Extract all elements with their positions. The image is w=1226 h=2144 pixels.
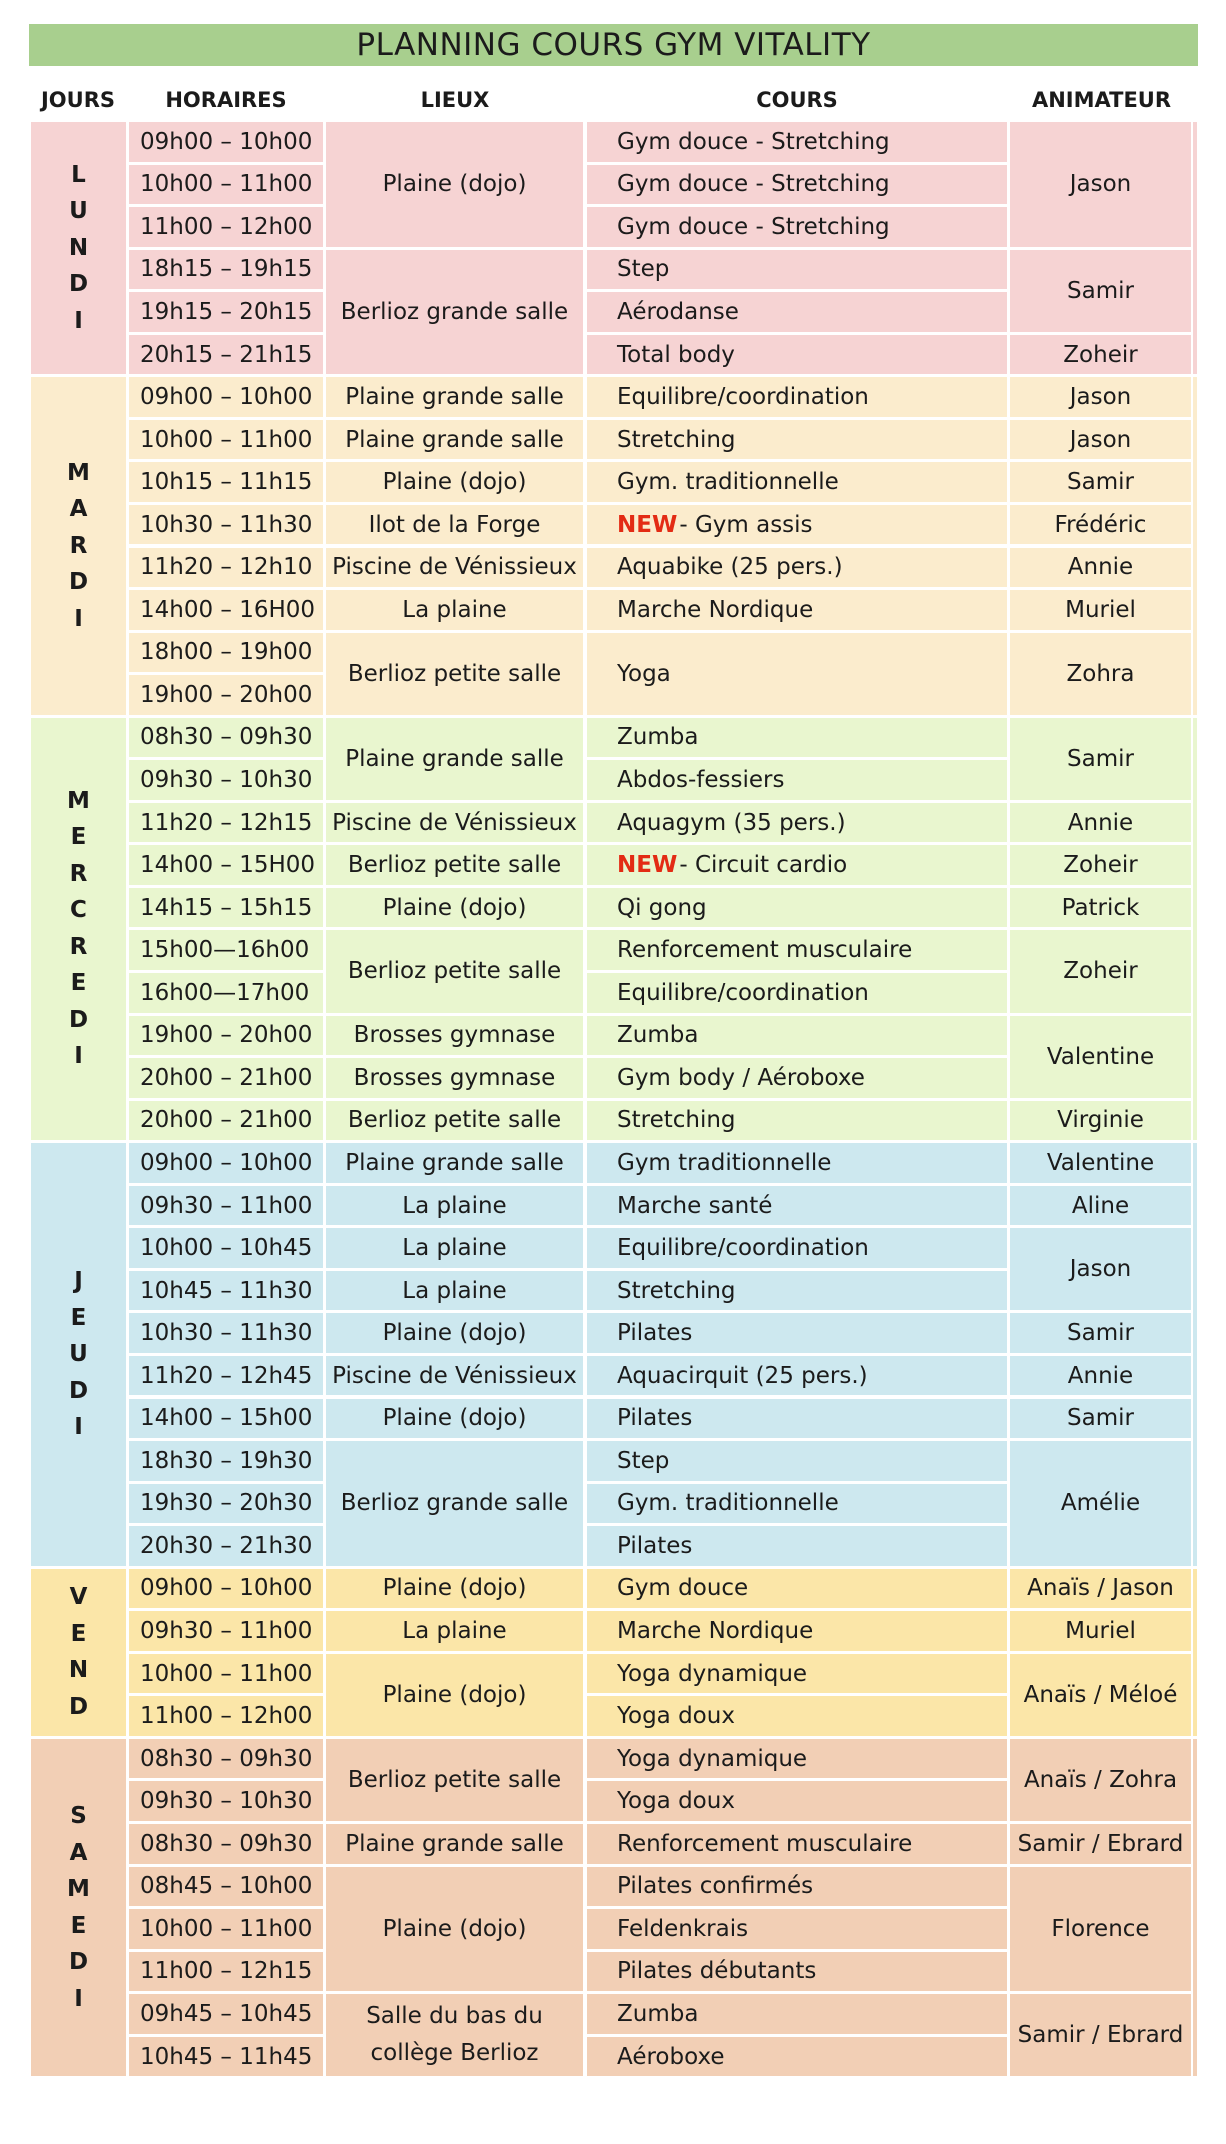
row-edge: [1193, 1143, 1197, 1566]
course-cell: [587, 377, 1007, 417]
animator-cell: [1010, 1824, 1191, 1864]
time-cell: 19h00 – 20h00: [129, 1016, 323, 1056]
time-cell: 20h00 – 21h00: [129, 1101, 323, 1141]
animator-cell: [1010, 1186, 1191, 1226]
animator-name: Samir / Ebrard: [1017, 1830, 1184, 1857]
animator-name: Florence: [1051, 1915, 1150, 1942]
course-cell: [587, 1994, 1007, 2034]
course-cell: [587, 845, 1007, 885]
course-name: Pilates: [617, 1405, 693, 1432]
course-cell: [587, 122, 1007, 162]
animator-name: Patrick: [1061, 894, 1140, 921]
place-cell: [326, 420, 583, 460]
animator-cell: [1010, 1654, 1191, 1736]
course-name: Marche Nordique: [617, 596, 814, 623]
course-name: Stretching: [617, 1277, 736, 1304]
place-name: Brosses gymnase: [353, 1064, 556, 1091]
course-cell: [587, 462, 1007, 502]
place-name: Plaine (dojo): [382, 171, 527, 198]
time-cell: 10h15 – 11h15: [129, 462, 323, 502]
course-name: Qi gong: [617, 894, 707, 921]
course-cell: [587, 1484, 1007, 1524]
animator-cell: [1010, 250, 1191, 332]
course-cell: [587, 335, 1007, 375]
animator-name: Annie: [1067, 1362, 1134, 1389]
animator-cell: [1010, 1399, 1191, 1439]
animator-name: Samir: [1067, 1320, 1134, 1347]
time-cell: 10h00 – 10h45: [129, 1228, 323, 1268]
time-cell: 09h00 – 10h00: [129, 1569, 323, 1609]
time-cell: 11h20 – 12h45: [129, 1356, 323, 1396]
course-name: Pilates: [617, 1320, 693, 1347]
place-name: La plaine: [402, 1277, 507, 1304]
animator-cell: [1010, 1313, 1191, 1353]
course-name: Stretching: [617, 426, 736, 453]
place-cell: [326, 845, 583, 885]
course-name: Gym body / Aéroboxe: [617, 1064, 865, 1091]
row-edge: [1193, 1739, 1197, 2076]
day-label-mardi: [31, 377, 126, 714]
row-edge: [1193, 718, 1197, 1141]
place-name: Plaine (dojo): [382, 469, 527, 496]
place-name: Piscine de Vénissieux: [332, 1362, 577, 1389]
time-cell: 18h15 – 19h15: [129, 250, 323, 290]
animator-name: Zoheir: [1063, 958, 1138, 985]
course-name: Equilibre/coordination: [617, 1235, 869, 1262]
time-cell: 10h00 – 11h00: [129, 420, 323, 460]
place-name: La plaine: [402, 1618, 507, 1645]
place-name: La plaine: [402, 1235, 507, 1262]
time-cell: 09h30 – 11h00: [129, 1186, 323, 1226]
course-name: Yoga doux: [617, 1788, 735, 1815]
animator-cell: [1010, 1441, 1191, 1566]
animator-name: Samir: [1067, 469, 1134, 496]
place-name: Berlioz petite salle: [347, 660, 562, 687]
time-cell: 10h30 – 11h30: [129, 505, 323, 545]
animator-name: Muriel: [1065, 596, 1136, 623]
animator-name: Virginie: [1057, 1107, 1144, 1134]
place-cell: [326, 1994, 583, 2076]
header-animateur: ANIMATEUR: [1031, 88, 1172, 112]
course-cell: [587, 165, 1007, 205]
animator-cell: [1010, 335, 1191, 375]
time-cell: 08h30 – 09h30: [129, 1739, 323, 1779]
course-name: Gym traditionnelle: [617, 1149, 832, 1176]
time-cell: 08h30 – 09h30: [129, 718, 323, 758]
place-cell: [326, 633, 583, 715]
place-cell: [326, 1101, 583, 1141]
course-cell: [587, 292, 1007, 332]
course-name: Pilates débutants: [617, 1958, 817, 1985]
animator-cell: [1010, 420, 1191, 460]
time-cell: 09h00 – 10h00: [129, 122, 323, 162]
place-cell: [326, 1824, 583, 1864]
time-cell: 18h30 – 19h30: [129, 1441, 323, 1481]
course-name: Stretching: [617, 1107, 736, 1134]
day-label-samedi: [31, 1739, 126, 2076]
course-cell: [587, 420, 1007, 460]
course-name: Gym douce: [617, 1575, 749, 1602]
course-cell: [587, 1696, 1007, 1736]
course-cell: [587, 1824, 1007, 1864]
animator-name: Annie: [1067, 809, 1134, 836]
course-cell: [587, 803, 1007, 843]
animator-cell: [1010, 845, 1191, 885]
place-cell: [326, 1016, 583, 1056]
course-name: Feldenkrais: [617, 1915, 749, 1942]
animator-cell: [1010, 505, 1191, 545]
course-name: Gym. traditionnelle: [617, 469, 839, 496]
animator-cell: [1010, 803, 1191, 843]
course-cell: [587, 505, 1007, 545]
course-name: - Gym assis: [679, 511, 813, 538]
place-cell: [326, 1143, 583, 1183]
course-cell: [587, 2037, 1007, 2077]
animator-cell: [1010, 888, 1191, 928]
time-cell: 10h30 – 11h30: [129, 1313, 323, 1353]
day-label-vend: [31, 1569, 126, 1736]
place-name: Berlioz petite salle: [347, 1107, 562, 1134]
course-name: Equilibre/coordination: [617, 384, 869, 411]
course-name: Marche Nordique: [617, 1618, 814, 1645]
place-name: Plaine (dojo): [382, 1915, 527, 1942]
course-cell: [587, 1739, 1007, 1779]
course-cell: [587, 590, 1007, 630]
place-cell: [326, 505, 583, 545]
place-cell: [326, 377, 583, 417]
animator-cell: [1010, 1356, 1191, 1396]
time-cell: 10h00 – 11h00: [129, 1654, 323, 1694]
animator-cell: [1010, 718, 1191, 800]
course-cell: [587, 1781, 1007, 1821]
course-cell: [587, 1526, 1007, 1566]
row-edge: [1193, 122, 1197, 374]
time-cell: 11h00 – 12h15: [129, 1952, 323, 1992]
time-cell: 20h00 – 21h00: [129, 1058, 323, 1098]
course-name: Equilibre/coordination: [617, 979, 869, 1006]
course-name: Renforcement musculaire: [617, 1830, 913, 1857]
time-cell: 10h00 – 11h00: [129, 165, 323, 205]
animator-name: Samir: [1067, 1405, 1134, 1432]
place-cell: [326, 590, 583, 630]
time-cell: 19h30 – 20h30: [129, 1484, 323, 1524]
animator-name: Amélie: [1060, 1490, 1141, 1517]
course-cell: [587, 1441, 1007, 1481]
time-cell: 14h00 – 15h00: [129, 1399, 323, 1439]
course-cell: [587, 760, 1007, 800]
time-cell: 20h30 – 21h30: [129, 1526, 323, 1566]
place-name: Piscine de Vénissieux: [332, 809, 577, 836]
course-cell: [587, 1016, 1007, 1056]
place-name: Ilot de la Forge: [368, 511, 541, 538]
course-cell: [587, 973, 1007, 1013]
place-name: Berlioz grande salle: [340, 298, 569, 325]
course-name: Aéroboxe: [617, 2043, 725, 2070]
course-name: Zumba: [617, 724, 699, 751]
course-name: Yoga dynamique: [617, 1745, 808, 1772]
place-name: La plaine: [402, 1192, 507, 1219]
animator-name: Zohra: [1066, 660, 1135, 687]
animator-name: Muriel: [1065, 1618, 1136, 1645]
place-cell: [326, 1399, 583, 1439]
header-cours: COURS: [756, 88, 838, 112]
place-cell: [326, 1228, 583, 1268]
place-cell: [326, 1654, 583, 1736]
time-cell: 11h00 – 12h00: [129, 1696, 323, 1736]
place-cell: [326, 250, 583, 375]
course-cell: [587, 1569, 1007, 1609]
animator-name: Samir: [1067, 277, 1134, 304]
place-name: Plaine (dojo): [382, 1405, 527, 1432]
animator-cell: [1010, 122, 1191, 247]
animator-name: Zoheir: [1063, 852, 1138, 879]
time-cell: 09h45 – 10h45: [129, 1994, 323, 2034]
time-cell: 09h00 – 10h00: [129, 1143, 323, 1183]
course-cell: [587, 1271, 1007, 1311]
time-cell: 20h15 – 21h15: [129, 335, 323, 375]
time-cell: 11h20 – 12h15: [129, 803, 323, 843]
course-name: Zumba: [617, 1022, 699, 1049]
course-name: Aquabike (25 pers.): [617, 554, 843, 581]
day-letters: V E N D: [68, 1584, 89, 1720]
course-cell: [587, 1952, 1007, 1992]
course-cell: [587, 1867, 1007, 1907]
time-cell: 08h45 – 10h00: [129, 1867, 323, 1907]
animator-cell: [1010, 377, 1191, 417]
course-cell: [587, 1313, 1007, 1353]
animator-cell: [1010, 1739, 1191, 1821]
place-name: Brosses gymnase: [353, 1022, 556, 1049]
time-cell: 09h30 – 10h30: [129, 760, 323, 800]
place-name: Berlioz grande salle: [340, 1490, 569, 1517]
header-horaires: HORAIRES: [165, 88, 287, 112]
time-cell: 11h00 – 12h00: [129, 207, 323, 247]
place-cell: [326, 1611, 583, 1651]
animator-name: Samir: [1067, 745, 1134, 772]
animator-name: Anaïs / Jason: [1027, 1575, 1174, 1602]
time-cell: 10h00 – 11h00: [129, 1909, 323, 1949]
course-name: Zumba: [617, 2000, 699, 2027]
new-badge: NEW: [617, 852, 678, 879]
place-cell: [326, 1569, 583, 1609]
place-name: Plaine (dojo): [382, 1681, 527, 1708]
course-cell: [587, 250, 1007, 290]
place-cell: [326, 1271, 583, 1311]
animator-cell: [1010, 1101, 1191, 1141]
course-cell: [587, 1611, 1007, 1651]
course-cell: [587, 207, 1007, 247]
animator-name: Anaïs / Zohra: [1023, 1766, 1178, 1793]
place-cell: [326, 1186, 583, 1226]
animator-cell: [1010, 1611, 1191, 1651]
course-cell: [587, 930, 1007, 970]
animator-name: Jason: [1069, 426, 1132, 453]
place-name: Plaine grande salle: [345, 1149, 564, 1176]
animator-cell: [1010, 462, 1191, 502]
place-name: Plaine (dojo): [382, 1575, 527, 1602]
day-letters: L U N D I: [68, 161, 89, 334]
time-cell: 14h15 – 15h15: [129, 888, 323, 928]
place-cell: [326, 1313, 583, 1353]
day-label-jeudi: [31, 1143, 126, 1566]
place-name: Plaine grande salle: [345, 426, 564, 453]
time-cell: 14h00 – 16H00: [129, 590, 323, 630]
course-cell: [587, 1909, 1007, 1949]
animator-name: Frédéric: [1054, 511, 1147, 538]
course-cell: [587, 1399, 1007, 1439]
animator-name: Jason: [1069, 171, 1132, 198]
new-badge: NEW: [617, 511, 678, 538]
animator-name: Valentine: [1046, 1043, 1155, 1070]
course-cell: [587, 1101, 1007, 1141]
course-cell: [587, 1228, 1007, 1268]
place-cell: [326, 803, 583, 843]
time-cell: 19h00 – 20h00: [129, 675, 323, 715]
course-name: Yoga doux: [617, 1703, 735, 1730]
course-cell: [587, 1058, 1007, 1098]
time-cell: 16h00—17h00: [129, 973, 323, 1013]
course-name: Gym douce - Stretching: [617, 171, 890, 198]
animator-name: Anaïs / Méloé: [1023, 1681, 1178, 1708]
place-cell: [326, 1867, 583, 1992]
course-name: Step: [617, 1447, 670, 1474]
course-name: Pilates: [617, 1532, 693, 1559]
animator-name: Jason: [1069, 384, 1132, 411]
day-letters: S A M E D I: [67, 1803, 90, 2012]
place-cell: [326, 122, 583, 247]
place-name: Piscine de Vénissieux: [332, 554, 577, 581]
place-name: Berlioz petite salle: [347, 1766, 562, 1793]
course-cell: [587, 548, 1007, 588]
place-cell: [326, 1356, 583, 1396]
course-name: Aérodanse: [617, 298, 739, 325]
course-name: Gym. traditionnelle: [617, 1490, 839, 1517]
place-cell: [326, 462, 583, 502]
course-name: Gym douce - Stretching: [617, 213, 890, 240]
animator-cell: [1010, 1994, 1191, 2076]
row-edge: [1193, 377, 1197, 714]
animator-name: Annie: [1067, 554, 1134, 581]
time-cell: 10h45 – 11h45: [129, 2037, 323, 2077]
place-cell: [326, 718, 583, 800]
animator-name: Valentine: [1046, 1149, 1155, 1176]
time-cell: 15h00—16h00: [129, 930, 323, 970]
day-letters: M E R C R E D I: [67, 787, 90, 1070]
place-name: La plaine: [402, 596, 507, 623]
course-name: Abdos-fessiers: [617, 767, 785, 794]
course-name: - Circuit cardio: [679, 852, 848, 879]
animator-cell: [1010, 1143, 1191, 1183]
course-cell: [587, 718, 1007, 758]
place-name: Plaine (dojo): [382, 894, 527, 921]
animator-name: Aline: [1071, 1192, 1130, 1219]
animator-cell: [1010, 548, 1191, 588]
place-cell: [326, 1739, 583, 1821]
place-cell: [326, 1441, 583, 1566]
place-name: Berlioz petite salle: [347, 852, 562, 879]
day-letters: J E U D I: [68, 1268, 89, 1441]
course-name: Pilates confirmés: [617, 1873, 814, 1900]
time-cell: 18h00 – 19h00: [129, 633, 323, 673]
place-name: Salle du bas du collège Berlioz: [366, 2003, 543, 2067]
course-name: Aquagym (35 pers.): [617, 809, 846, 836]
animator-cell: [1010, 1016, 1191, 1098]
animator-name: Zoheir: [1063, 341, 1138, 368]
day-letters: M A R D I: [67, 459, 90, 632]
animator-cell: [1010, 1867, 1191, 1992]
course-cell: [587, 888, 1007, 928]
course-name: Yoga dynamique: [617, 1660, 808, 1687]
time-cell: 09h30 – 10h30: [129, 1781, 323, 1821]
course-name: Marche santé: [617, 1192, 773, 1219]
day-label-lundi: [31, 122, 126, 374]
time-cell: 14h00 – 15H00: [129, 845, 323, 885]
time-cell: 11h20 – 12h10: [129, 548, 323, 588]
day-label-mercredi: [31, 718, 126, 1141]
course-cell: [587, 1186, 1007, 1226]
animator-cell: [1010, 633, 1191, 715]
animator-name: Jason: [1069, 1256, 1132, 1283]
time-cell: 19h15 – 20h15: [129, 292, 323, 332]
place-name: Plaine grande salle: [345, 1830, 564, 1857]
course-name: Renforcement musculaire: [617, 937, 913, 964]
place-cell: [326, 1058, 583, 1098]
course-cell: [587, 633, 1007, 715]
course-name: Total body: [617, 341, 735, 368]
place-cell: [326, 548, 583, 588]
course-name: Yoga: [617, 660, 671, 687]
header-lieux: LIEUX: [420, 88, 490, 112]
place-name: Plaine grande salle: [345, 384, 564, 411]
animator-cell: [1010, 930, 1191, 1012]
course-name: Gym douce - Stretching: [617, 128, 890, 155]
place-name: Berlioz petite salle: [347, 958, 562, 985]
animator-cell: [1010, 1228, 1191, 1310]
place-name: Plaine grande salle: [345, 745, 564, 772]
animator-cell: [1010, 1569, 1191, 1609]
time-cell: 09h00 – 10h00: [129, 377, 323, 417]
animator-cell: [1010, 590, 1191, 630]
row-edge: [1193, 1569, 1197, 1736]
course-cell: [587, 1143, 1007, 1183]
place-name: Plaine (dojo): [382, 1320, 527, 1347]
place-cell: [326, 888, 583, 928]
course-name: Aquacirquit (25 pers.): [617, 1362, 868, 1389]
header-jours: JOURS: [40, 88, 115, 112]
time-cell: 08h30 – 09h30: [129, 1824, 323, 1864]
course-cell: [587, 1356, 1007, 1396]
place-cell: [326, 930, 583, 1012]
animator-name: Samir / Ebrard: [1017, 2022, 1184, 2049]
time-cell: 10h45 – 11h30: [129, 1271, 323, 1311]
page-title: PLANNING COURS GYM VITALITY: [29, 24, 1198, 66]
time-cell: 09h30 – 11h00: [129, 1611, 323, 1651]
course-cell: [587, 1654, 1007, 1694]
course-name: Step: [617, 256, 670, 283]
